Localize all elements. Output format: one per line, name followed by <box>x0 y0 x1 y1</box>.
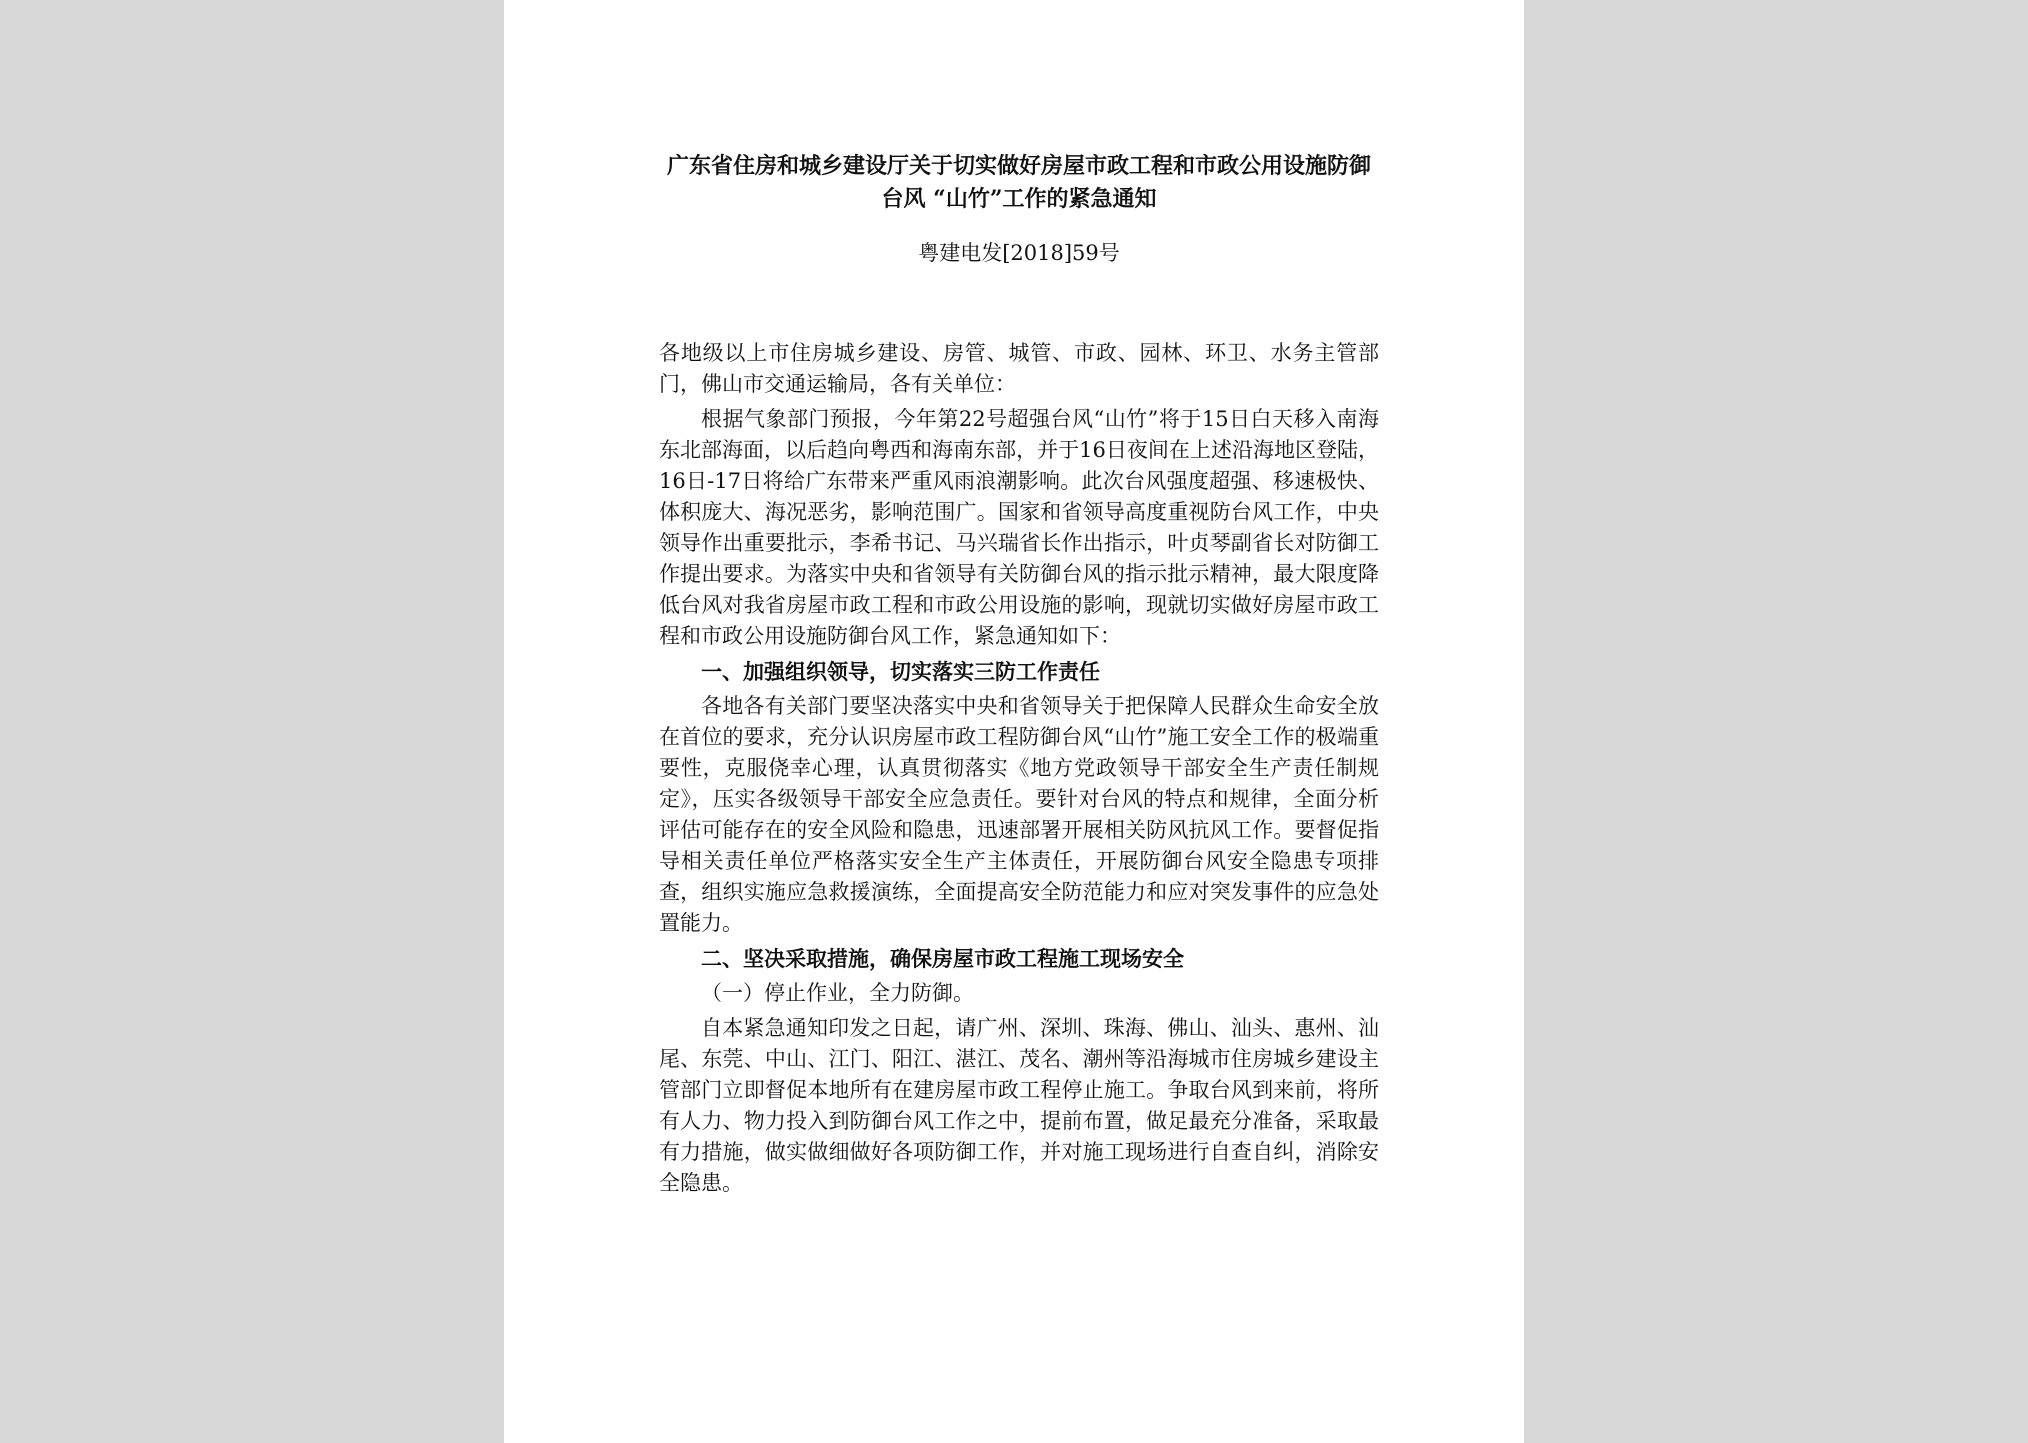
section-body-1: 各地各有关部门要坚决落实中央和省领导关于把保障人民群众生命安全放在首位的要求，充分认识房屋市政工程防御台风“山竹”施工安全工作的极端重要性，克服侥幸心理，认真贯彻落实《地方党政领导干部安全生产责任制规定》，压实各级领导干部安全应急责任。要针对台风的特点和规律，全面分析评估可能存在的安全风险和隐患，迅速部署开展相关防风抗风工作。要督促指导相关责任单位严格落实安全生产主体责任，开展防御台风安全隐患专项排查，组织实施应急救援演练，全面提高安全防范能力和应对突发事件的应急处置能力。 <box>659 694 1379 935</box>
addressee: 各地级以上市住房城乡建设、房管、城管、市政、园林、环卫、水务主管部门，佛山市交通运输局，各有关单位： <box>659 341 1379 396</box>
section-body-2: 自本紧急通知印发之日起，请广州、深圳、珠海、佛山、汕头、惠州、汕尾、东莞、中山、江门、阳江、湛江、茂名、潮州等沿海城市住房城乡建设主管部门立即督促本地所有在建房屋市政工程停止施工。争取台风到来前，将所有人力、物力投入到防御台风工作之中，提前布置，做足最充分准备，采取最有力措施，做实做细做好各项防御工作，并对施工现场进行自查自纠，消除安全隐患。 <box>659 1016 1379 1195</box>
document-number: 粤建电发[2018]59号 <box>918 241 1120 265</box>
section-heading-1: 一、加强组织领导，切实落实三防工作责任 <box>701 659 1100 684</box>
subsection-heading-2-1: （一）停止作业，全力防御。 <box>701 981 974 1005</box>
document-page <box>504 0 1524 1443</box>
document-title: 广东省住房和城乡建设厅关于切实做好房屋市政工程和市政公用设施防御台风 “山竹”工作的紧急通知 <box>666 153 1371 212</box>
section-heading-2: 二、坚决采取措施，确保房屋市政工程施工现场安全 <box>701 946 1184 971</box>
intro-paragraph: 根据气象部门预报，今年第22号超强台风“山竹”将于15日白天移入南海东北部海面，以后趋向粤西和海南东部，并于16日夜间在上述沿海地区登陆，16日-17日将给广东带来严重风雨浪潮影响。此次台风强度超强、移速极快、体积庞大、海况恶劣，影响范围广。国家和省领导高度重视防台风工作，中央领导作出重要批示，李希书记、马兴瑞省长作出指示，叶贞琴副省长对防御工作提出要求。为落实中央和省领导有关防御台风的指示批示精神，最大限度降低台风对我省房屋市政工程和市政公用设施的影响，现就切实做好房屋市政工程和市政公用设施防御台风工作，紧急通知如下： <box>659 407 1379 648</box>
